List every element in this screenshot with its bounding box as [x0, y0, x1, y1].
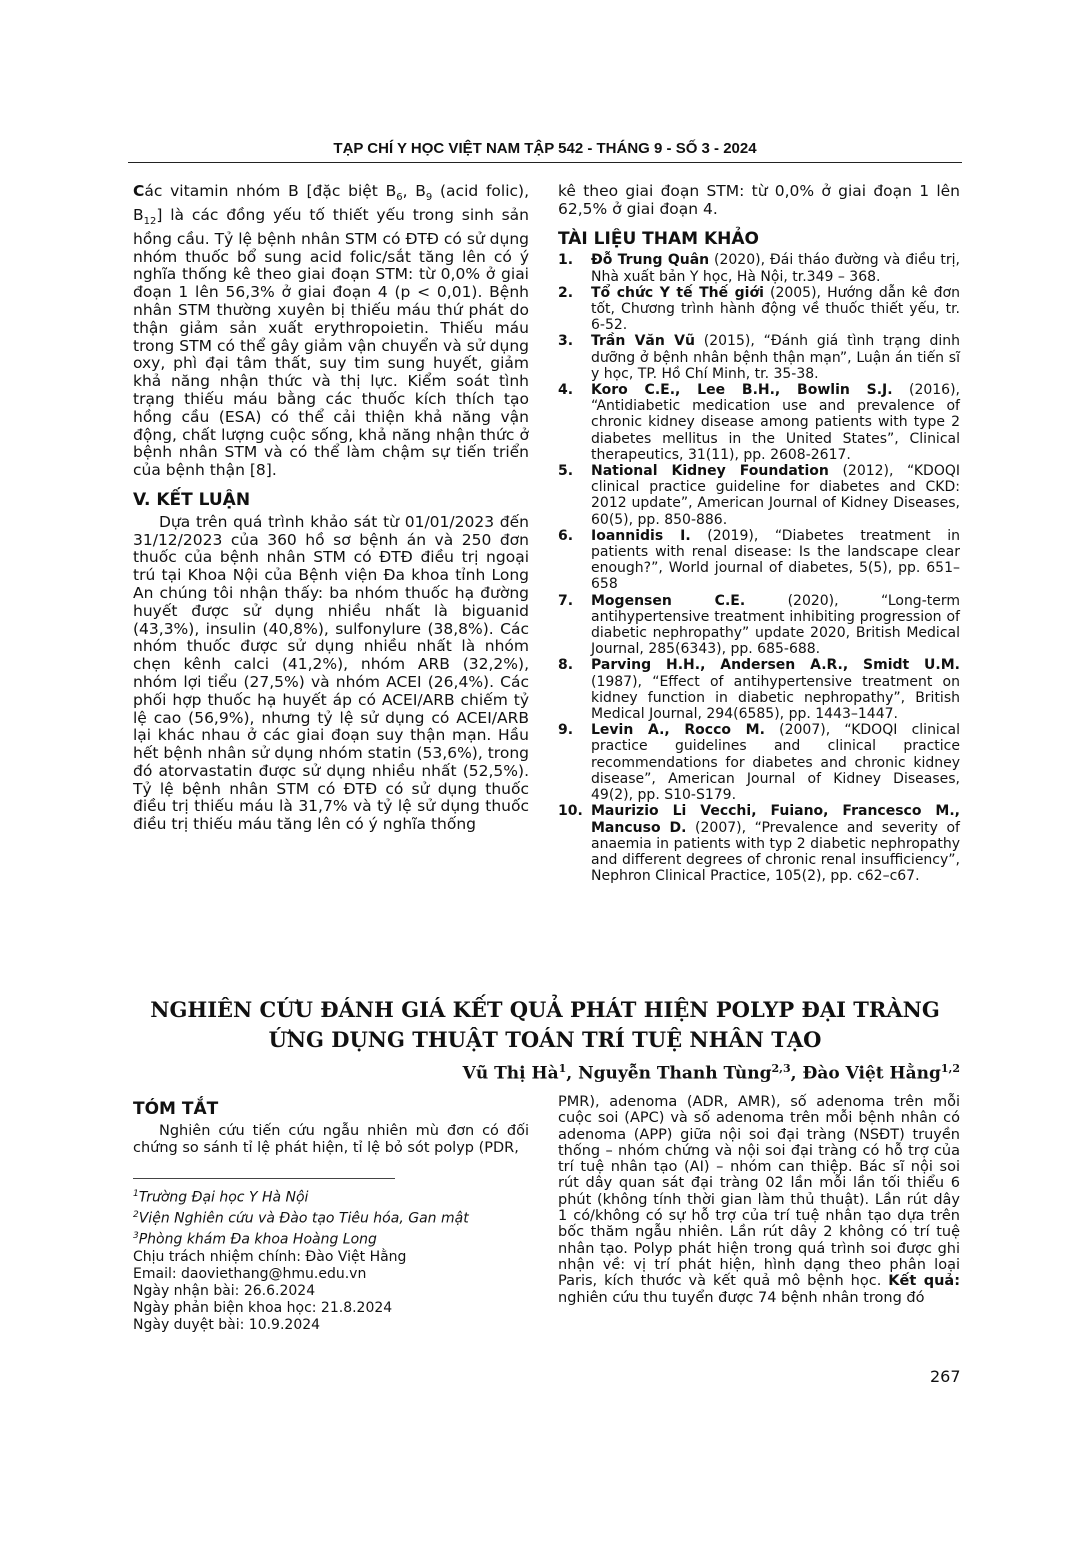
reference-item: [558, 722, 960, 803]
author-affiliation-sup: 1: [558, 1062, 567, 1075]
abstract-heading: TÓM TẮT: [133, 1099, 219, 1119]
continuation-paragraph: kê theo giai đoạn STM: từ 0,0% ở giai đoạn 1 lên 62,5% ở giai đoạn 4.: [558, 182, 960, 218]
reference-item: [558, 463, 960, 528]
received-date: Ngày nhận bài: 26.6.2024: [133, 1282, 316, 1299]
ref-text: (2019), “Diabetes treatment in patients with renal disease: Is the landscape clear enough?”, World journal of diabetes, 5(5), pp. 651–658: [591, 527, 960, 593]
ref-number: 2.: [558, 284, 574, 301]
ref-number: 1.: [558, 252, 574, 269]
author-affiliation-sup: 1,2: [940, 1062, 960, 1075]
para1-text-d: ] là các đồng yếu tố thiết yếu trong sinh sản hồng cầu. Tỷ lệ bệnh nhân STM có ĐTĐ có sử dụng nhóm thuốc bổ sung acid folic/sắt tăng lên có ý nghĩa thống kê theo giai đoạn STM: từ 0,0% ở giai đoạn 1 lên 56,3% ở giai đoạn 4 (p < 0,01). Bệnh nhân STM thường xuyên bị thiếu máu thứ phát do thận giảm sản xuất erythropoietin. Thiếu máu trong STM có thể gây giảm vận chuyển và sử dụng oxy, phì đại tâm thất, suy tim sung huyết, giảm khả năng nhận thức và thị lực. Kiểm soát tình trạng thiếu máu bằng các thuốc kích thích tạo hồng cầu (ESA) có thể cải thiện khả năng vận động, chất lượng cuộc sống, khả năng nhận thức ở bệnh nhân STM và có thể làm chậm sự tiến triển của bệnh thận [8].: [133, 205, 529, 480]
review-date: Ngày phản biện khoa học: 21.8.2024: [133, 1300, 393, 1317]
affiliation-1: [133, 1186, 533, 1207]
ref-text: (2005), Hướng dẫn kê đơn tốt, Chương trình hành động về thuốc thiết yếu, tr. 6-52.: [591, 284, 960, 334]
ref-authors: Koro C.E., Lee B.H., Bowlin S.J.: [591, 382, 893, 399]
reference-item: [558, 252, 960, 284]
aff-text: Phòng khám Đa khoa Hoàng Long: [138, 1231, 377, 1248]
ref-authors: Levin A., Rocco M.: [591, 722, 765, 739]
ref-text: (2012), “KDOQI clinical practice guideline for diabetes and CKD: 2012 update”, American Journal of Kidney Diseases, 60(5), pp. 850-886.: [591, 463, 960, 528]
abstract-left-text: [133, 1123, 529, 1157]
reference-item: [558, 333, 960, 382]
affiliation-3: [133, 1228, 533, 1249]
ref-number: 7.: [558, 592, 574, 609]
abstract-right-text: [558, 1094, 960, 1306]
author-affiliation-sup: 2,3: [771, 1062, 791, 1075]
vitamin-paragraph: [133, 183, 529, 480]
ref-number: 5.: [558, 463, 574, 480]
header-rule: [128, 162, 962, 163]
aff-text: Trường Đại học Y Hà Nội: [138, 1189, 309, 1206]
references-heading: TÀI LIỆU THAM KHẢO: [558, 228, 759, 249]
ref-authors: Parving H.H., Andersen A.R., Smidt U.M.: [591, 657, 960, 674]
author-name: Đào Việt Hằng: [802, 1063, 941, 1084]
para1-text-c: (acid folic), B: [133, 182, 529, 224]
reference-item: [558, 803, 960, 884]
article-title-line-2: ỨNG DỤNG THUẬT TOÁN TRÍ TUỆ NHÂN TẠO: [268, 1027, 822, 1052]
reference-item: [558, 382, 960, 463]
aff-sup: 3: [133, 1230, 139, 1241]
abstract-left-span: Nghiên cứu tiến cứu ngẫu nhiên mù đơn có đối chứng so sánh tỉ lệ phát hiện, tỉ lệ bỏ sót polyp (PDR,: [133, 1123, 529, 1156]
ref-number: 6.: [558, 527, 574, 544]
drop-letter: C: [133, 182, 145, 200]
journal-header: TẠP CHÍ Y HỌC VIỆT NAM TẬP 542 - THÁNG 9 - SỐ 3 - 2024: [333, 140, 757, 157]
abstract-right-span-b: nghiên cứu thu tuyển được 74 bệnh nhân trong đó: [558, 1289, 925, 1306]
ref-number: 8.: [558, 657, 574, 674]
reference-item: [558, 528, 960, 593]
reference-list: [558, 252, 960, 884]
sub-12: 12: [143, 215, 157, 227]
affiliation-2: [133, 1207, 533, 1228]
article-title: [120, 995, 970, 1055]
ref-number: 9.: [558, 722, 574, 739]
right-column: [558, 183, 960, 884]
ref-text: (2007), “KDOQI clinical practice guidelines and clinical practice recommendations for diabetes and chronic kidney disease”, American Journal of Kidney Diseases, 49(2), pp. S10-S179.: [591, 722, 960, 804]
ref-authors: Trần Văn Vũ: [591, 333, 695, 350]
ref-authors: Mogensen C.E.: [591, 592, 746, 609]
para1-text-b: , B: [402, 182, 426, 200]
footnote-rule: [133, 1178, 395, 1179]
author-name: Vũ Thị Hà: [462, 1063, 559, 1084]
results-label: Kết quả:: [888, 1273, 960, 1290]
ref-number: 4.: [558, 382, 574, 399]
accepted-date: Ngày duyệt bài: 10.9.2024: [133, 1317, 321, 1334]
author-name: Nguyễn Thanh Tùng: [578, 1063, 772, 1084]
email: Email: daoviethang@hmu.edu.vn: [133, 1265, 367, 1282]
footnotes: [133, 1186, 533, 1335]
author-line: Vũ Thị $Hà^1$, Nguyễn Thanh Tùng$^{2,3}$, Đào Việt Hằng$^{1,2}$: [462, 1062, 960, 1084]
ref-number: 10.: [558, 803, 583, 820]
ref-text: (2020), Đái tháo đường và điều trị, Nhà xuất bản Y học, Hà Nội, tr.349 – 368.: [591, 252, 961, 285]
ref-text: (2016), “Antidiabetic medication use and prevalence of chronic kidney disease among patients with type 2 diabetes mellitus in the United States”, Clinical therapeutics, 31(11), pp. 2608-2617.: [591, 382, 960, 463]
reference-item: [558, 657, 960, 722]
reference-item: [558, 593, 960, 658]
page-number: 267: [930, 1367, 961, 1386]
aff-sup: 1: [133, 1189, 139, 1199]
ref-text: (2007), “Prevalence and severity of anaemia in patients with typ 2 diabetic nephropathy and different degrees of chronic renal insufficiency”, Nephron Clinical Practice, 105(2), pp. c62–c67.: [591, 819, 960, 885]
aff-text: Viện Nghiên cứu và Đào tạo Tiêu hóa, Gan mật: [138, 1210, 469, 1227]
sub-9: 9: [425, 192, 433, 204]
sub-6: 6: [396, 192, 403, 204]
ref-text: (1987), “Effect of antihypertensive treatment on kidney function in diabetic nephropathy”, British Medical Journal, 294(6585), pp. 1443–1447.: [591, 673, 960, 723]
article-title-line-1: NGHIÊN CỨU ĐÁNH GIÁ KẾT QUẢ PHÁT HIỆN POLYP ĐẠI TRÀNG: [150, 997, 940, 1022]
conclusion-heading: V. KẾT LUẬN: [133, 489, 251, 510]
ref-number: 3.: [558, 333, 574, 350]
ref-text: (2020), “Long-term antihypertensive treatment inhibiting progression of diabetic nephropathy” update 2020, British Medical Journal, 285(6343), pp. 685-688.: [591, 592, 960, 658]
ref-authors: Ioannidis I.: [591, 527, 691, 544]
ref-authors: National Kidney Foundation: [591, 463, 829, 480]
conclusion-paragraph: Dựa trên quá trình khảo sát từ 01/01/2023 đến 31/12/2023 của 360 hồ sơ bệnh án và 250 đơn thuốc của bệnh nhân STM có ĐTĐ điều trị ngoại trú tại Khoa Nội của Bệnh viện Đa khoa tỉnh Long An chúng tôi nhận thấy: ba nhóm thuốc hạ đường huyết được sử dụng nhiều nhất là biguanid (43,3%), insulin (40,8%), sulfonylure (38,8%). Các nhóm thuốc được sử dụng nhiều nhất là nhóm chẹn kênh calci (41,2%), nhóm ARB (32,2%), nhóm lợi tiểu (27,5%) và nhóm ACEI (26,4%). Các phối hợp thuốc hạ huyết áp có ACEI/ARB chiếm tỷ lệ cao (56,9%), nhưng tỷ lệ sử dụng có ACEI/ARB lại khác nhau ở các giai đoạn suy thận mạn. Hầu hết bệnh nhân sử dụng nhóm statin (53,6%), trong đó atorvastatin được sử dụng nhiều nhất (52,5%). Tỷ lệ bệnh nhân STM có ĐTĐ có sử dụng thuốc điều trị thiếu máu là 31,7% và tỷ lệ sử dụng thuốc điều trị thiếu máu tăng lên có ý nghĩa thống: [133, 512, 529, 834]
ref-authors: Đỗ Trung Quân: [591, 252, 710, 269]
reference-item: [558, 285, 960, 334]
corresponding-author: Chịu trách nhiệm chính: Đào Việt Hằng: [133, 1248, 407, 1265]
ref-text: (2015), “Đánh giá tình trạng dinh dưỡng ở bệnh nhân bệnh thận mạn”, Luận án tiến sĩ y học, TP. Hồ Chí Minh, tr. 35-38.: [591, 333, 960, 382]
left-column: [133, 183, 529, 834]
aff-sup: 2: [133, 1209, 139, 1220]
ref-authors: Tổ chức Y tế Thế giới: [591, 284, 764, 301]
para1-text-a: ác vitamin nhóm B [đặc biệt B: [144, 182, 397, 200]
abstract-right-span-a: PMR), adenoma (ADR, AMR), số adenoma trên mỗi cuộc soi (APC) và số adenoma trên mỗi bệnh nhân có adenoma (APP) giữa nội soi đại tràng (NSĐT) truyền thống – nhóm chứng và nội soi đại tràng có hỗ trợ của trí tuệ nhân tạo (AI) – nhóm can thiệp. Bác sĩ nội soi rút dây quan sát đại tràng 02 lần mỗi lần tối thiểu 6 phút (không tính thời gian làm thủ thuật). Lần rút dây 1 có/không có sự hỗ trợ của trí tuệ nhân tạo dựa trên bốc thăm ngẫu nhiên. Lần rút dây 2 không có trí tuệ nhân tạo. Polyp phát hiện trong quá trình soi được ghi nhận về: vị trí phát hiện, hình dạng theo phân loại Paris, kích thước và kết quả mô bệnh học.: [558, 1094, 960, 1290]
ref-authors: Maurizio Li Vecchi, Fuiano, Francesco M., Mancuso D.: [591, 803, 960, 836]
